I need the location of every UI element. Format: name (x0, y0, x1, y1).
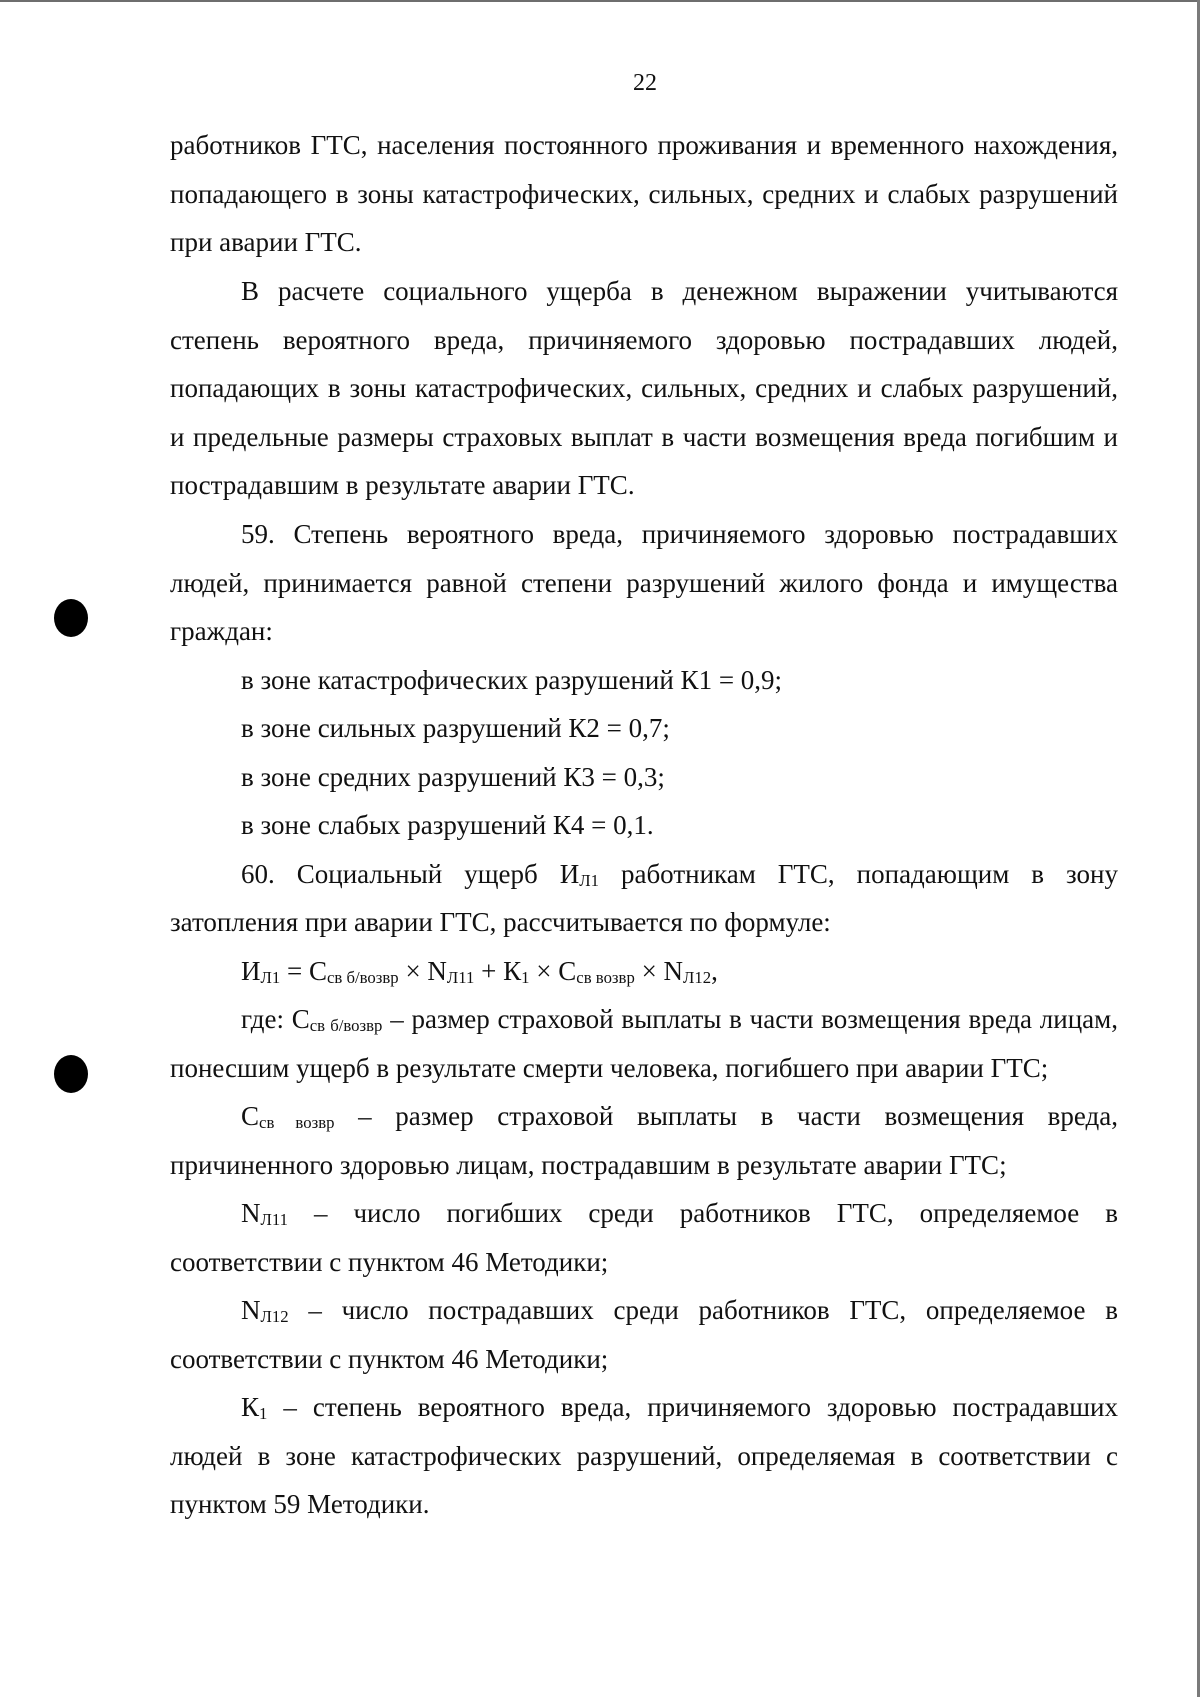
list-item-k2: в зоне сильных разрушений К2 = 0,7; (241, 713, 670, 743)
scan-edge-top (0, 0, 1200, 2)
text-run: работникам ГТС, попадающим в зону затопления при аварии ГТС, рассчитывается по формуле: (170, 858, 1118, 937)
subscript: Л12 (260, 1307, 289, 1326)
paragraph-text: работников ГТС, населения постоянного проживания и временного нахождения, попадающего в зоны катастрофических, сильных, средних и слабых разрушений при аварии ГТС. (170, 130, 1118, 257)
definition-c-death (170, 995, 1118, 1092)
formula-subscript: св б/возвр (326, 967, 399, 987)
formula-term: , (711, 955, 718, 986)
paragraph-social-damage (170, 267, 1118, 510)
formula (170, 947, 1118, 996)
paragraph-text: В расчете социального ущерба в денежном выражении учитываются степень вероятного вреда, причиняемого здоровью пострадавших людей, попадающих в зоны катастрофических, сильных, средних и слабых разрушений, и предельные размеры страховых выплат в части возмещения вреда погибшим и пострадавшим в результате аварии ГТС. (170, 276, 1118, 500)
paragraph-continuation (170, 121, 1118, 267)
text-run: – число пострадавших среди работников ГТС, определяемое в соответствии с пунктом 46 Методики; (170, 1295, 1118, 1374)
text-run: – число погибших среди работников ГТС, определяемое в соответствии с пунктом 46 Методики; (170, 1198, 1118, 1277)
formula-term: = С (280, 955, 327, 986)
paragraph-text: 59. Степень вероятного вреда, причиняемого здоровью пострадавших людей, принимается равной степени разрушений жилого фонда и имущества граждан: (170, 519, 1118, 646)
definition-n-l12 (170, 1286, 1118, 1383)
punch-hole-upper (54, 599, 88, 637)
subscript: св возвр (259, 1113, 335, 1132)
formula-subscript: Л11 (446, 967, 475, 987)
text-run: где: С (241, 1004, 310, 1034)
text-run: N (241, 1198, 261, 1228)
formula-subscript: св возвр (576, 967, 635, 987)
text-run: N (241, 1295, 261, 1325)
text-run: К (241, 1392, 260, 1422)
formula-term: × С (529, 955, 577, 986)
text-run: – размер страховой выплаты в части возмещения вреда, причиненного здоровью лицам, пострадавшим в результате аварии ГТС; (170, 1101, 1119, 1180)
list-item-k1: в зоне катастрофических разрушений К1 = 0,9; (241, 664, 783, 695)
formula-subscript: Л1 (260, 967, 281, 987)
formula-term: × N (634, 955, 684, 986)
paragraph-59 (170, 510, 1118, 1529)
subscript: Л1 (579, 870, 599, 890)
list-item-k3: в зоне средних разрушений К3 = 0,3; (241, 761, 665, 792)
formula-term: И (241, 955, 261, 986)
subscript: Л11 (260, 1210, 288, 1229)
subscript: 1 (259, 1404, 268, 1423)
formula-term: × N (398, 955, 447, 986)
paragraph-60 (170, 850, 1118, 947)
list-item-k4: в зоне слабых разрушений К4 = 0,1. (241, 810, 654, 840)
text-run: 60. Социальный ущерб И (241, 858, 580, 889)
formula-subscript: Л12 (683, 967, 712, 987)
definition-n-l11 (170, 1189, 1118, 1286)
definition-c-injury (170, 1092, 1118, 1189)
text-run: – степень вероятного вреда, причиняемого здоровью пострадавших людей в зоне катастрофических разрушений, определяемая в соответствии с пунктом 59 Методики. (170, 1392, 1118, 1519)
text-run: – размер страховой выплаты в части возмещения вреда лицам, понесшим ущерб в результате смерти человека, погибшего при аварии ГТС; (170, 1004, 1118, 1083)
formula-subscript: 1 (521, 967, 530, 987)
subscript: св б/возвр (309, 1016, 383, 1035)
text-run: С (241, 1101, 260, 1131)
page-number: 22 (633, 70, 657, 96)
definition-k1 (170, 1383, 1118, 1529)
punch-hole-lower (54, 1055, 88, 1093)
formula-term: + К (474, 955, 522, 986)
